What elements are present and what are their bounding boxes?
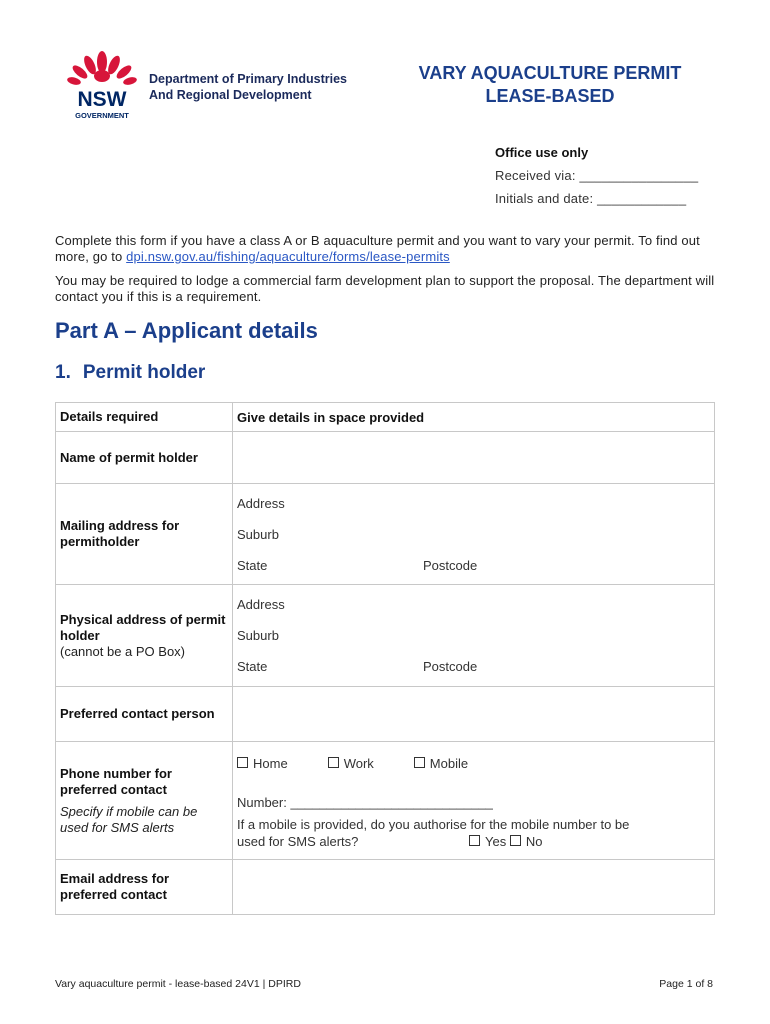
postcode-label: Postcode: [423, 557, 478, 573]
section-title: Permit holder: [82, 362, 206, 383]
mailing-label: Mailing address for permitholder: [56, 484, 233, 585]
lease-permits-link[interactable]: dpi.nsw.gov.au/fishing/aquaculture/forms/lease-permits: [126, 249, 450, 264]
yes-label: Yes: [485, 834, 507, 849]
intro-text-1: Complete this form if you have a class A or B aquaculture permit and you want to vary your permit. To find out more, go to: [55, 233, 700, 264]
logo-subtext: GOVERNMENT: [75, 111, 129, 120]
received-via-field[interactable]: Received via: ________________: [495, 168, 699, 183]
email-field[interactable]: [233, 860, 715, 915]
no-option[interactable]: [510, 834, 543, 849]
suburb-label: Suburb: [237, 628, 279, 643]
contact-field[interactable]: [233, 687, 715, 742]
table-row: [56, 484, 715, 585]
checkbox-icon[interactable]: [328, 757, 339, 768]
col-header-give-details: Give details in space provided: [233, 403, 715, 432]
postcode-label: Postcode: [423, 659, 478, 674]
name-field[interactable]: [233, 432, 715, 484]
state-label: State: [237, 659, 268, 674]
physical-label-sub: (cannot be a PO Box): [60, 643, 186, 659]
email-label: Email address for preferred contact: [56, 860, 233, 915]
nsw-government-logo: [66, 48, 138, 120]
phone-number-field[interactable]: Number: ____________________________: [237, 795, 493, 810]
table-header-row: [56, 403, 715, 432]
physical-label: [56, 585, 233, 687]
table-row: [56, 585, 715, 687]
table-row: [56, 860, 715, 915]
part-a-heading: Part A – Applicant details: [55, 318, 318, 343]
sms-question-line-2: used for SMS alerts?: [237, 834, 359, 849]
table-row: [56, 432, 715, 484]
name-label: Name of permit holder: [56, 432, 233, 484]
no-label: No: [525, 834, 543, 849]
contact-label: Preferred contact person: [56, 687, 233, 742]
home-label: Home: [253, 756, 288, 771]
document-title: [385, 62, 715, 108]
sms-question: [237, 816, 710, 850]
title-line-1: VARY AQUACULTURE PERMIT: [418, 63, 682, 83]
initials-date-field[interactable]: Initials and date: ____________: [495, 191, 687, 206]
work-option[interactable]: [328, 756, 374, 771]
footer-page-number: Page 1 of 8: [659, 978, 713, 990]
phone-field: [233, 742, 715, 860]
mailing-address-field[interactable]: [233, 484, 715, 585]
logo-wordmark: NSW: [77, 88, 127, 111]
home-option[interactable]: [237, 756, 288, 771]
section-number: 1.: [55, 362, 71, 383]
yes-option[interactable]: [469, 834, 506, 849]
address-label: Address: [237, 495, 285, 511]
work-label: Work: [343, 756, 374, 771]
address-label: Address: [237, 597, 285, 612]
footer-document-id: Vary aquaculture permit - lease-based 24V1 | DPIRD: [55, 978, 301, 990]
office-use-block: [495, 141, 698, 210]
intro-paragraph-2: You may be required to lodge a commercial farm development plan to support the proposal. The department will contact you if this is a requirement.: [55, 273, 715, 304]
phone-hint: Specify if mobile can be used for SMS alerts: [60, 803, 198, 835]
intro-text: [55, 233, 715, 313]
col-header-details: Details required: [56, 403, 233, 432]
table-row: [56, 687, 715, 742]
permit-holder-table: [55, 402, 715, 915]
physical-label-text: Physical address of permit holder: [60, 611, 226, 643]
office-use-heading: Office use only: [495, 145, 589, 160]
checkbox-icon[interactable]: [414, 757, 425, 768]
section-1-heading: [55, 362, 205, 384]
phone-label-text: Phone number for preferred contact: [60, 765, 172, 797]
checkbox-icon[interactable]: [510, 835, 521, 846]
phone-label: [56, 742, 233, 860]
mobile-label: Mobile: [429, 756, 469, 771]
physical-address-field[interactable]: [233, 585, 715, 687]
table-row: [56, 742, 715, 860]
suburb-label: Suburb: [237, 526, 279, 542]
department-line-1: Department of Primary Industries: [149, 72, 347, 86]
mobile-option[interactable]: [414, 756, 468, 771]
title-line-2: LEASE-BASED: [485, 86, 615, 106]
sms-question-line-1: If a mobile is provided, do you authorise for the mobile number to be: [237, 817, 630, 832]
checkbox-icon[interactable]: [237, 757, 248, 768]
department-line-2: And Regional Development: [149, 88, 312, 102]
department-name: [149, 71, 347, 103]
checkbox-icon[interactable]: [469, 835, 480, 846]
intro-paragraph-1: [55, 233, 715, 265]
state-label: State: [237, 557, 268, 573]
